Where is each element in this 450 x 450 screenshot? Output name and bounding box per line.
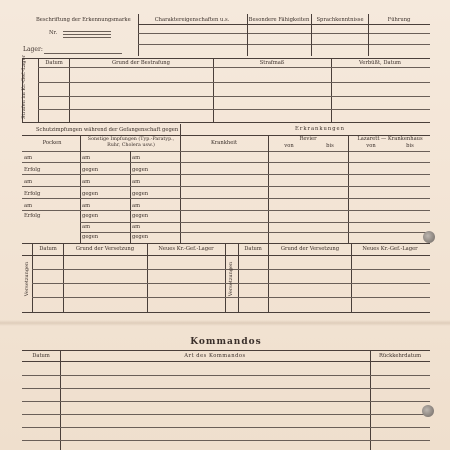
erk-row <box>180 174 430 175</box>
header-faehigkeiten: Besondere Fähigkeiten <box>248 17 310 23</box>
impf-left-r3: am <box>24 179 33 185</box>
kom-row <box>22 388 430 389</box>
impf-left-r4: Erfolg <box>24 191 41 197</box>
top-row-line <box>138 44 430 45</box>
vers-l-lager: Neues Kr.-Gef.-Lager <box>158 246 214 252</box>
kom-row <box>22 440 430 441</box>
impf-right-r3: am <box>132 179 141 185</box>
impf-row <box>22 210 180 211</box>
card-fold <box>0 320 450 326</box>
top-divider <box>138 14 139 56</box>
top-header-line <box>138 24 430 25</box>
vers-col <box>63 243 64 312</box>
vers-l-grund: Grund der Versetzung <box>75 246 135 252</box>
top-row-line <box>138 33 430 34</box>
impf-right-r2: gegen <box>132 167 149 173</box>
vers-side-label-left: Versetzungen <box>24 261 30 297</box>
erk-title: Erkrankungen <box>295 126 345 132</box>
impf-mid-r8: gegen <box>82 234 99 240</box>
erk-revier: Revier <box>299 136 317 142</box>
impf-row <box>22 174 180 175</box>
impf-row <box>22 198 180 199</box>
vers-l-datum: Datum <box>39 246 57 252</box>
impf-right-r1: am <box>132 155 141 161</box>
vers-col <box>32 243 33 312</box>
top-col-line <box>311 14 312 56</box>
kom-row <box>22 401 430 402</box>
impf-sonstige: Sonstige Impfungen (Typ.-Paratyp., Ruhr, Cholera usw.) <box>87 137 175 148</box>
strafen-side-label: Strafen im Kr.-Gef.-Lager <box>21 55 27 119</box>
vers-mid-divider <box>225 243 226 312</box>
kom-header-line <box>22 361 430 362</box>
nr-line-2 <box>63 34 111 35</box>
header-charakter: Charaktereigenschaften u.s. <box>154 17 230 23</box>
impf-col <box>130 151 131 243</box>
erk-lazarett: Lazarett — Krankenhaus <box>357 136 423 142</box>
impf-left-r6: Erfolg <box>24 213 41 219</box>
vers-r-grund: Grund der Versetzung <box>280 246 340 252</box>
impf-left-r1: am <box>24 155 33 161</box>
beschriftung-label: Beschriftung der Erkennungsmarke <box>36 17 131 23</box>
strafen-header-line <box>38 67 430 68</box>
impf-erk-divider <box>180 124 181 243</box>
erk-row <box>180 210 430 211</box>
impf-mid-r1: am <box>82 155 91 161</box>
kom-row <box>22 427 430 428</box>
strafen-header-verbuesst: Verbüßt, Datum <box>359 60 401 66</box>
kom-col <box>370 350 371 450</box>
strafen-row <box>38 96 430 97</box>
impf-mid-r5: am <box>82 203 91 209</box>
strafen-row <box>38 82 430 83</box>
kom-header-datum: Datum <box>32 353 50 359</box>
lager-line <box>44 53 122 54</box>
strafen-header-grund: Grund der Bestrafung <box>112 60 170 66</box>
impf-mid-r6: gegen <box>82 213 99 219</box>
impf-mid-r7: am <box>82 224 91 230</box>
punch-hole-bottom <box>422 405 434 417</box>
kom-header-rueckkehr: Rückkehrdatum <box>378 353 422 359</box>
lager-label: Lager: <box>23 46 43 53</box>
kom-row <box>22 414 430 415</box>
strafen-top-line <box>22 58 430 59</box>
nr-label: Nr. <box>49 30 58 36</box>
impf-left-r2: Erfolg <box>24 167 41 173</box>
header-sprachen: Sprachkenntnisse <box>316 17 364 23</box>
vers-r-datum: Datum <box>244 246 262 252</box>
strafen-header-datum: Datum <box>45 60 63 66</box>
vers-col <box>268 243 269 312</box>
impf-right-r8: gegen <box>132 234 149 240</box>
vers-side-label-right: Versetzungen <box>228 261 234 297</box>
impf-right-r6: gegen <box>132 213 149 219</box>
erk-revier-von: von <box>284 143 294 149</box>
impf-bottom-line <box>22 243 430 244</box>
top-col-line <box>368 14 369 56</box>
kom-top-line <box>22 350 430 351</box>
impf-title: Schutzimpfungen während der Gefangenschaft gegen <box>36 127 179 133</box>
erk-laz-bis: bis <box>406 143 414 149</box>
impf-row <box>80 232 180 233</box>
impf-mid-r2: gegen <box>82 167 99 173</box>
vers-bottom-line <box>22 312 430 313</box>
impf-mid-r4: gegen <box>82 191 99 197</box>
header-fuehrung: Führung <box>387 17 411 23</box>
impf-mid-r3: am <box>82 179 91 185</box>
impf-row <box>22 186 180 187</box>
impf-header-bottom <box>22 151 430 152</box>
erk-laz-von: von <box>366 143 376 149</box>
impf-row <box>80 222 180 223</box>
vers-col <box>238 243 239 312</box>
impf-right-r7: am <box>132 224 141 230</box>
kom-row <box>22 375 430 376</box>
vers-col <box>351 243 352 312</box>
erk-row <box>180 222 430 223</box>
punch-hole-top <box>423 231 435 243</box>
erk-col <box>268 135 269 243</box>
erk-krankheit: Krankheit <box>210 140 238 146</box>
erk-col <box>348 135 349 243</box>
strafen-row <box>38 109 430 110</box>
strafen-header-strafmass: Strafmaß <box>259 60 285 66</box>
nr-line-1 <box>63 31 111 32</box>
vers-header-line <box>22 255 430 256</box>
strafen-bottom-line <box>22 122 430 123</box>
erk-row <box>180 232 430 233</box>
impf-row <box>22 162 180 163</box>
kommandos-title: Kommandos <box>190 337 262 347</box>
impf-right-r4: gegen <box>132 191 149 197</box>
impf-right-r5: am <box>132 203 141 209</box>
vers-r-lager: Neues Kr.-Gef.-Lager <box>362 246 418 252</box>
nr-line-3 <box>63 37 111 38</box>
impf-pocken: Pocken <box>42 140 62 146</box>
erk-row <box>180 198 430 199</box>
impf-left-r5: am <box>24 203 33 209</box>
erk-row <box>180 186 430 187</box>
impf-col <box>80 135 81 243</box>
kom-header-art: Art des Kommandos <box>184 353 246 359</box>
kom-col <box>60 350 61 450</box>
vers-col <box>147 243 148 312</box>
erk-row <box>180 162 430 163</box>
erk-revier-bis: bis <box>326 143 334 149</box>
